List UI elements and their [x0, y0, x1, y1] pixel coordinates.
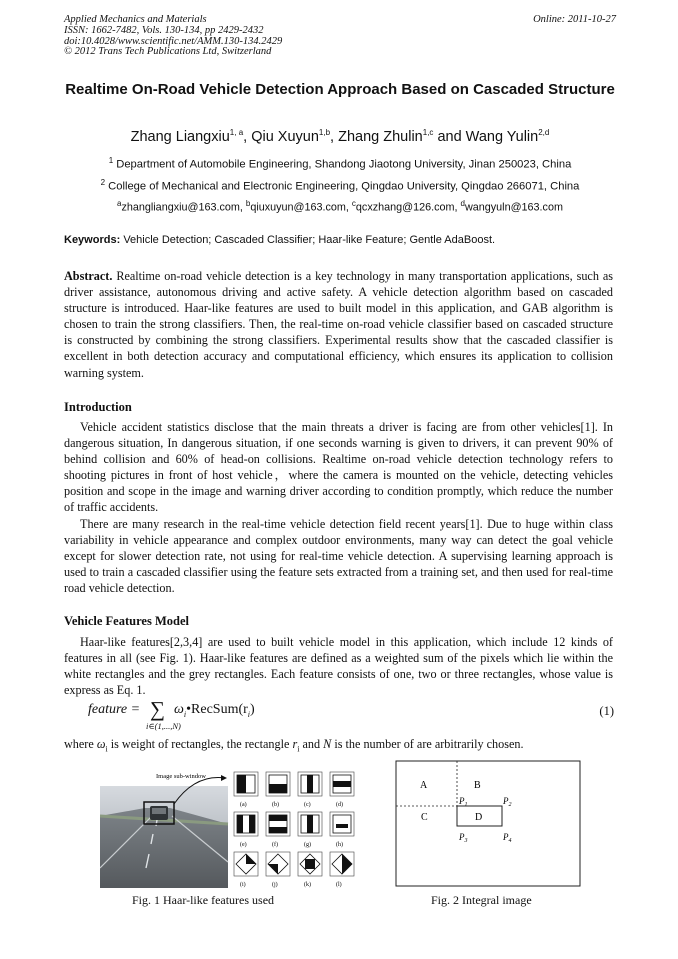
figure-1-caption: Fig. 1 Haar-like features used: [132, 893, 275, 907]
point-label: $P_1$: [459, 796, 468, 808]
author-name: Wang Yulin: [465, 128, 539, 145]
haar-feature-f: [266, 812, 290, 848]
haar-feature-j: [266, 852, 290, 888]
affiliation-1: $^1$ Department of Automobile Engineering, Shandong Jiaotong University, Jinan 250023, China: [108, 156, 572, 171]
feature-label: (e): [240, 842, 247, 848]
point-label: $P_4$: [503, 832, 512, 844]
figure-2-integral-image: [395, 760, 581, 887]
issn-line: ISSN: 1662-7482, Vols. 130-134, pp 2429-2432: [64, 24, 264, 36]
haar-feature-e: [234, 812, 258, 848]
author-name: Zhang Liangxiu: [130, 128, 230, 145]
feature-label: (j): [272, 882, 278, 888]
haar-feature-b: [266, 772, 290, 808]
author-name: Qiu Xuyun: [251, 128, 319, 145]
haar-feature-k: [298, 852, 322, 888]
haar-feature-i: [234, 852, 258, 888]
author-sup: 1,b: [318, 128, 331, 137]
email-list: $^a$zhangliangxiu@163.com, $^b$qiuxuyun@163.com, $^c$qcxzhang@126.com, $^d$wangyuln@163.com: [117, 199, 563, 214]
online-date: Online: 2011-10-27: [533, 14, 616, 25]
author-sup: 2,d: [538, 128, 550, 137]
haar-feature-d: [330, 772, 354, 808]
region-label: B: [474, 780, 481, 791]
email-link[interactable]: wangyuln@163.com: [464, 201, 563, 214]
paper-title: Realtime On-Road Vehicle Detection Approach Based on Cascaded Structure: [65, 81, 615, 98]
point-label: $P_2$: [503, 796, 512, 808]
region-label: A: [420, 780, 428, 791]
haar-feature-g: [298, 812, 322, 848]
author-list: Zhang Liangxiu$^{1, a}$, Qiu Xuyun$^{1,b}$, Zhang Zhulin$^{1,c}$ and Wang Yulin$^{2,d}$: [130, 128, 550, 145]
feature-label: (d): [336, 802, 343, 808]
introduction-paragraph-1: Vehicle accident statistics disclose that the main threats a driver is facing are from other vehicles[1]. In dangerous situation, In dangerous situation, if one seconds warning is given to drivers, it can prevent 90% of behind collision and 60% of head-on collisions. Realtime on-road vehicle detection technology refers to shooting pictures in front of host vehicle，where the camera is mounted on the vehicle, detecting vehicles position and scope in the image and warning driver according to condition promptly, which reduce the number of traffic accidents.: [64, 420, 613, 515]
email-link[interactable]: qiuxuyun@163.com: [250, 201, 346, 214]
doi-line: doi:10.4028/www.scientific.net/AMM.130-134.2429: [64, 35, 283, 47]
abstract-label: Abstract.: [64, 269, 113, 283]
road-photo: [100, 786, 228, 888]
figure-2-caption: Fig. 2 Integral image: [431, 893, 532, 907]
feature-label: (f): [272, 842, 278, 848]
equation-explanation: where $\omega_i$ is weight of rectangles, the rectangle $r_i$ and N is the number of are arbitrarily chosen.: [64, 737, 524, 754]
feature-label: (c): [304, 802, 311, 808]
feature-label: (k): [304, 882, 311, 888]
haar-feature-c: [298, 772, 322, 808]
feature-label: (i): [240, 882, 246, 888]
equation-rhs: $\omega_i•RecSum(r_i)$: [174, 702, 255, 719]
haar-feature-grid: [234, 772, 354, 888]
features-model-paragraph: Haar-like features[2,3,4] are used to built vehicle model in this application, which include 12 kinds of features in all (see Fig. 1). Haar-like features are defined as a weighted sum of the pixels which lie within the white rectangles and the grey rectangles. Each feature consists of one, two or three rectangles, whose value is express as Eq. 1.: [64, 635, 613, 698]
sum-symbol: ∑: [150, 697, 165, 721]
equation-lhs: feature =: [88, 702, 141, 717]
features-model-heading: Vehicle Features Model: [64, 614, 189, 628]
author-sup: 1, a: [229, 128, 244, 137]
journal-header: [64, 15, 616, 58]
abstract: [64, 268, 613, 381]
feature-label: (l): [336, 882, 342, 888]
feature-label: (g): [304, 842, 311, 848]
equation-1: [88, 697, 616, 736]
haar-feature-l: [330, 852, 354, 888]
keywords-text: Vehicle Detection; Cascaded Classifier; Haar-like Feature; Gentle AdaBoost.: [123, 234, 496, 246]
region-label: C: [421, 812, 428, 823]
copyright-line: © 2012 Trans Tech Publications Ltd, Switzerland: [64, 46, 272, 58]
abstract-text: Realtime on-road vehicle detection is a key technology in many transportation applications, such as driver assistance, autonomous driving and active safety. A vehicle detection algorithm based on cascaded structure is introduced. Haar-like features are used to built model in this application, and GAB algorithm is chosen to train the strong classifiers. Then, the real-time on-road vehicle classifier based on cascaded structure is constructed by combining the strong classifiers. Experimental results show that the cascaded classifier is excellent in both detection accuracy and computational efficiency, which ensures its application to collision warning system.: [64, 269, 614, 380]
keywords-label: Keywords:: [64, 234, 121, 246]
feature-label: (a): [240, 802, 247, 808]
haar-feature-a: [234, 772, 258, 808]
sum-range: i∈(1,...,N): [146, 721, 181, 731]
journal-name: Applied Mechanics and Materials: [64, 14, 207, 25]
figure-1-haar-features: [100, 768, 358, 893]
email-link[interactable]: zhangliangxiu@163.com: [121, 201, 240, 214]
affiliation-2: $^2$ College of Mechanical and Electronic Engineering, Qingdao University, Qingdao 266071, China: [100, 178, 580, 193]
feature-label: (b): [272, 802, 279, 808]
introduction-heading: Introduction: [64, 400, 132, 414]
region-label: D: [475, 812, 483, 823]
author-name: Zhang Zhulin: [338, 128, 423, 145]
haar-feature-h: [330, 812, 354, 848]
equation-number: (1): [599, 704, 614, 718]
window-label: Image sub-window: [156, 773, 207, 780]
keywords: [64, 234, 624, 246]
email-link[interactable]: qcxzhang@126.com: [355, 201, 455, 214]
point-label: $P_3$: [459, 832, 468, 844]
feature-label: (h): [336, 842, 343, 848]
author-sup: 1,c: [422, 128, 434, 137]
introduction-paragraph-2: There are many research in the real-time vehicle detection field recent years[1]. Due to huge within class variability in vehicle appearance and complex outdoor environments, many way can detect the goal vehicle except for slower detection rate, not using for real-time vehicle detection. A supervising learning approach is used to train a cascaded classifier using the feature sets extracted from a training set, and then used for real-time road vehicle detection.: [64, 517, 613, 596]
